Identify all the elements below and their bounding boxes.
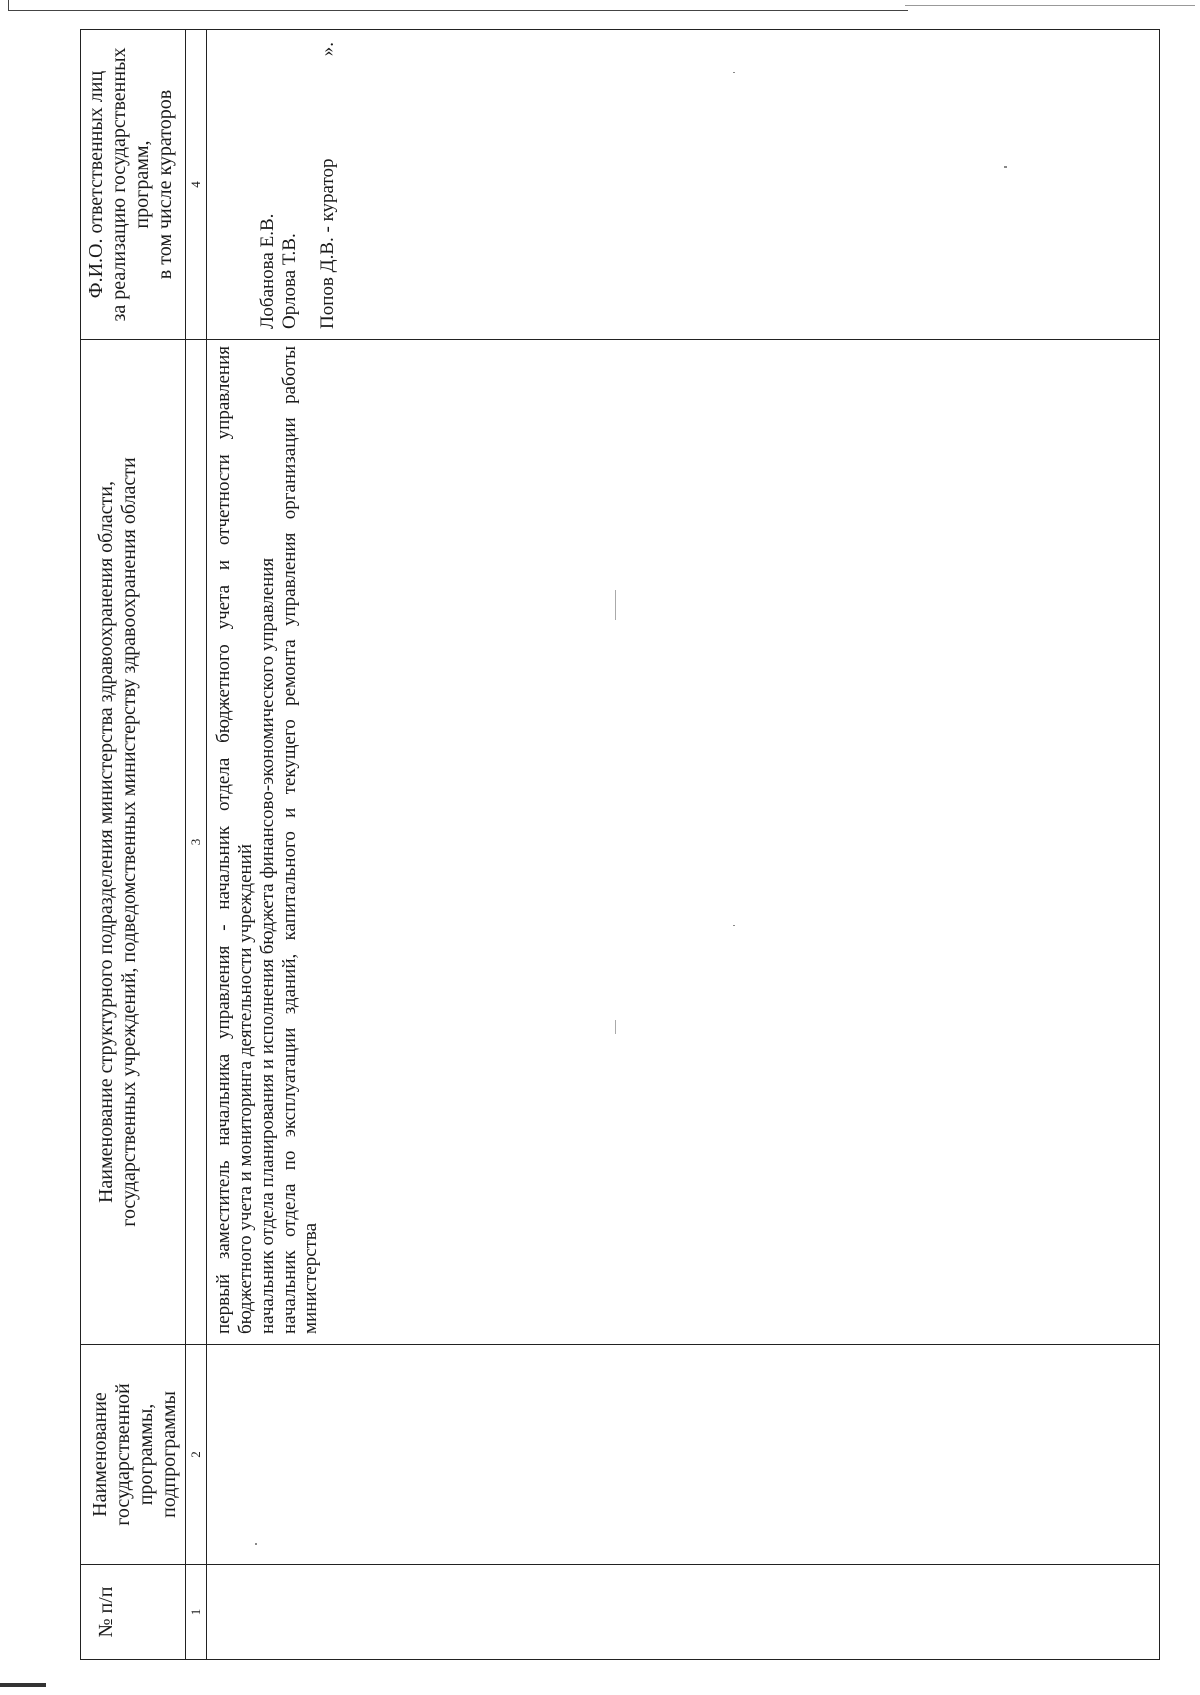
row-program-cell (207, 1345, 1160, 1565)
position-line: первый заместитель начальника управления - начальник отдела бюджетного учета и отчетности управления (213, 346, 234, 1334)
column-number: 2 (186, 1345, 207, 1565)
header-row (81, 30, 186, 1660)
header-unit-line: Наименование структурного подразделения министерства здравоохранения области, (95, 480, 117, 1204)
header-persons-line: Ф.И.О. ответственных лиц (85, 70, 107, 299)
header-number: № п/п (81, 1565, 186, 1660)
position-line: бюджетного учета и мониторинга деятельности учреждений (234, 843, 256, 1334)
header-persons-line: программ, (131, 140, 153, 229)
rotated-page (80, 30, 1160, 1660)
row-persons-cell (207, 30, 1160, 340)
header-persons-line: за реализацию государственных (108, 47, 130, 322)
position-line: министерства (300, 1222, 322, 1334)
column-number: 3 (186, 340, 207, 1345)
person-name: Орлова Т.В. (278, 233, 300, 329)
row-number-cell (207, 1565, 1160, 1660)
scan-edge (8, 0, 908, 11)
column-number: 1 (186, 1565, 207, 1660)
responsibility-table (80, 29, 1160, 1660)
closing-quote: ». (316, 42, 338, 57)
position-line: начальник отдела по эксплуатации зданий, капитального и текущего ремонта управления организации работы (278, 346, 300, 1334)
header-unit (81, 340, 186, 1345)
column-number-row (186, 30, 207, 1660)
table-row (207, 30, 1160, 1660)
person-name (317, 36, 339, 329)
column-number: 4 (186, 30, 207, 340)
row-positions-cell (207, 340, 1160, 1345)
header-program: Наименование государственной программы, подпрограммы (81, 1345, 186, 1565)
header-persons (81, 30, 186, 340)
curator-name: Попов Д.В. - куратор (316, 158, 338, 329)
header-unit-line: государственных учреждений, подведомственных министерству здравоохранения области (118, 457, 140, 1227)
scan-mark (0, 1683, 46, 1687)
position-line: начальник отдела планирования и исполнения бюджета финансово-экономического управления (256, 557, 278, 1334)
scan-edge-tail (905, 5, 1195, 6)
person-name: Лобанова Е.В. (257, 213, 278, 329)
header-persons-line: в том числе кураторов (154, 89, 176, 280)
